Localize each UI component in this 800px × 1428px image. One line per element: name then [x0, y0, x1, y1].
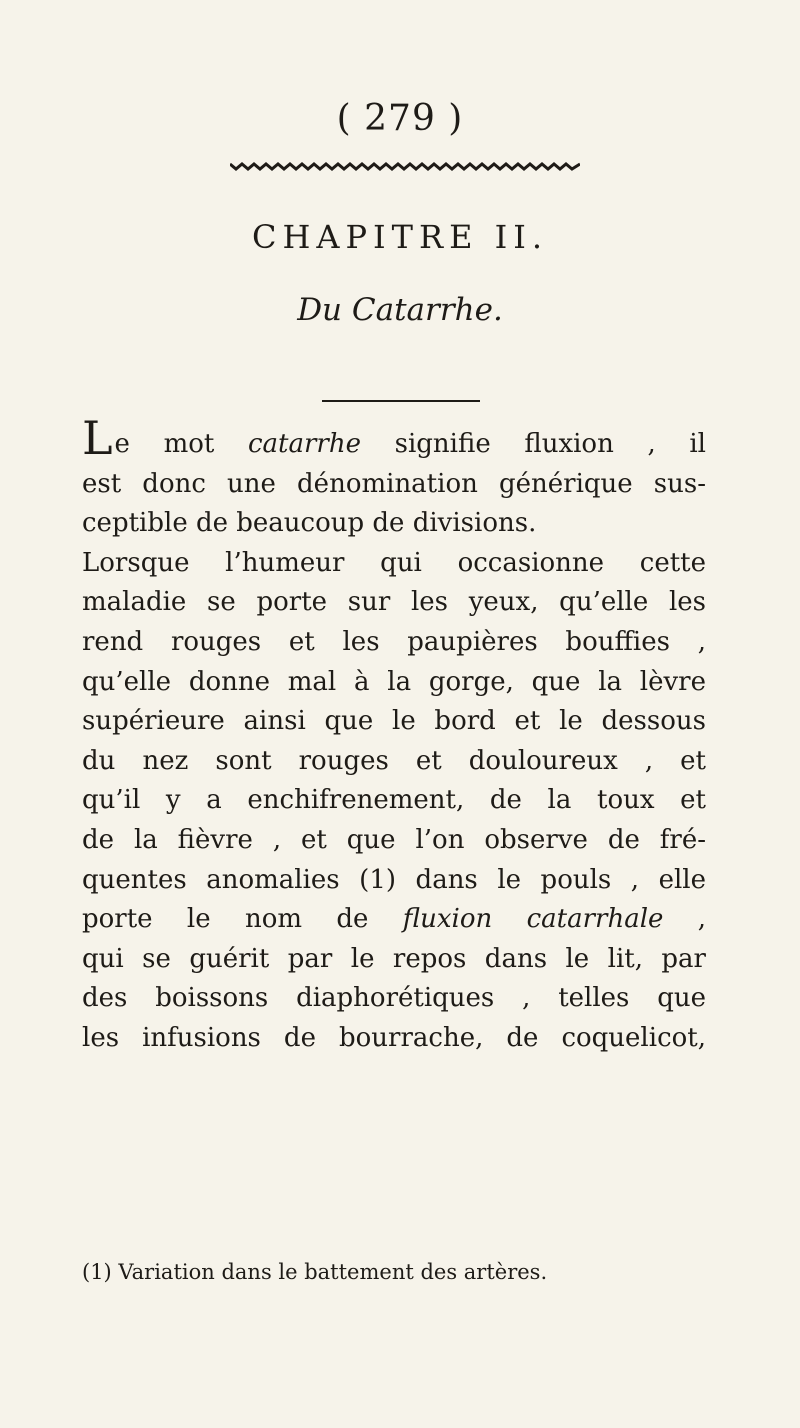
text-line: Le mot catarrhe signifie fluxion , il: [82, 411, 706, 465]
text-line: du nez sont rouges et douloureux , et: [82, 745, 706, 776]
chapter-subtitle: Du Catarrhe.: [297, 292, 503, 328]
text-line: maladie se porte sur les yeux, qu’elle les: [82, 587, 706, 618]
text-line: est donc une dénomination générique sus-: [82, 468, 706, 499]
text-line: porte le nom de fluxion catarrhale ,: [82, 904, 707, 935]
emphasis-term: fluxion catarrhale: [402, 904, 664, 935]
footnote: (1) Variation dans le battement des artères.: [82, 1260, 548, 1284]
body-text: [82, 411, 707, 1059]
text-line: les infusions de bourrache, de coquelicot,: [82, 1022, 706, 1053]
text-line: qu’elle donne mal à la gorge, que la lèvre: [82, 666, 706, 697]
section-rule: [322, 400, 480, 402]
page-number: ( 279 ): [336, 98, 464, 139]
text-line: quentes anomalies (1) dans le pouls , elle: [82, 864, 706, 895]
text-line: qu’il y a enchifrenement, de la toux et: [82, 785, 706, 816]
text-line: supérieure ainsi que le bord et le dessous: [82, 706, 706, 737]
text-line: de la fièvre , et que l’on observe de fré-: [82, 824, 706, 855]
drop-cap: L: [82, 411, 113, 465]
text-line: rend rouges et les paupières bouffies ,: [82, 626, 706, 657]
text-line: Lorsque l’humeur qui occasionne cette: [82, 547, 706, 578]
chapter-title: CHAPITRE II.: [251, 218, 549, 256]
emphasis-term: catarrhe: [247, 429, 361, 459]
text-line: qui se guérit par le repos dans le lit, par: [82, 943, 706, 974]
ornament-divider: [230, 160, 580, 172]
text-line: des boissons diaphorétiques , telles que: [82, 983, 706, 1014]
text-line: ceptible de beaucoup de divisions.: [82, 508, 537, 539]
